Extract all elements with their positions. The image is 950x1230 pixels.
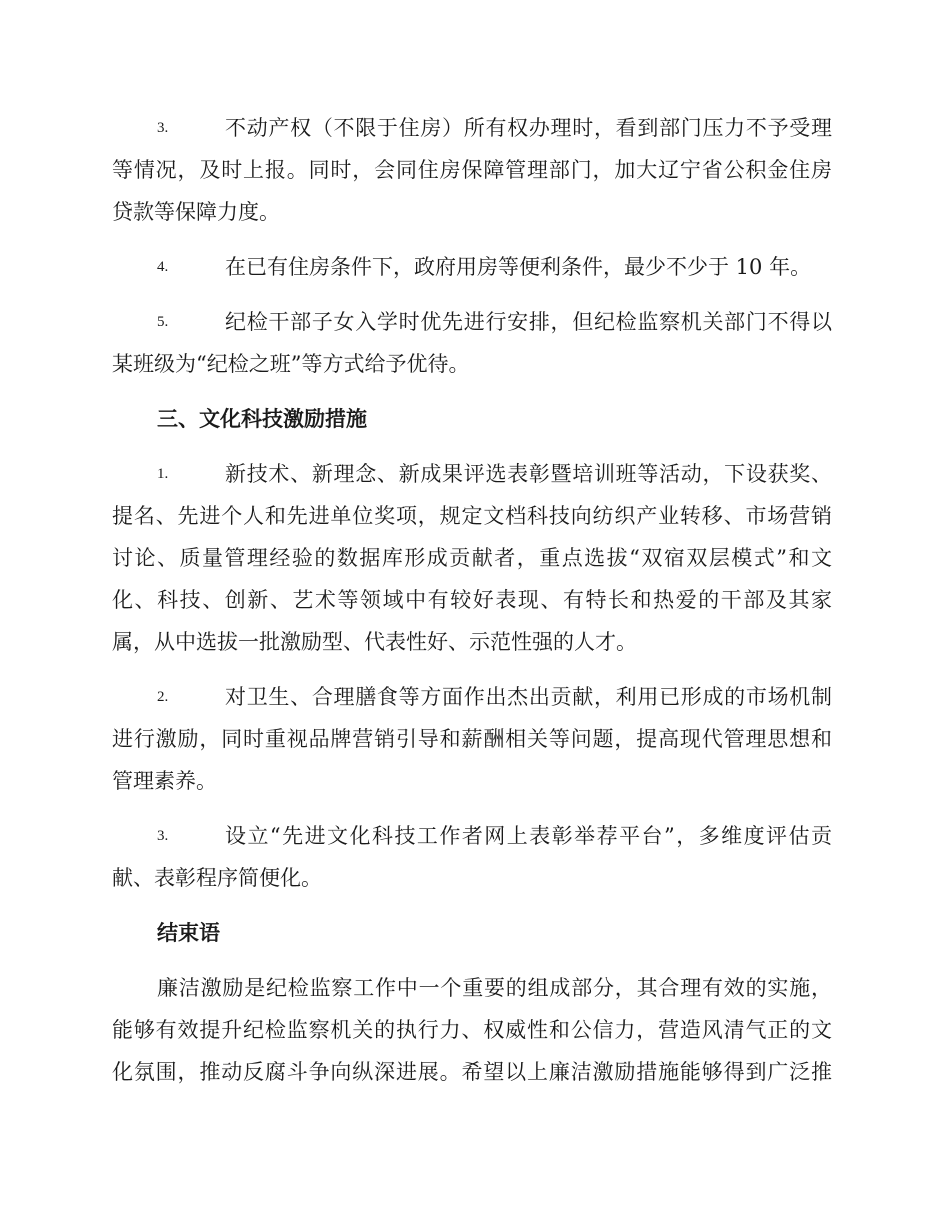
item-text-line: 等情况，及时上报。同时，会同住房保障管理部门，加大辽宁省公积金住房 [112, 158, 832, 182]
paragraph-line: 廉洁激励是纪检监察工作中一个重要的组成部分，其合理有效的实施， [157, 976, 832, 1000]
item-text-line: 化、科技、创新、艺术等领域中有较好表现、有特长和热爱的干部及其家 [112, 588, 832, 612]
item-number: 5. [157, 314, 169, 330]
item-text-line: 新技术、新理念、新成果评选表彰暨培训班等活动，下设获奖、 [225, 462, 832, 486]
item-text-line: 管理素养。 [112, 769, 217, 793]
item-text-line: 不动产权（不限于住房）所有权办理时，看到部门压力不予受理 [225, 116, 832, 140]
item-number: 3. [157, 828, 169, 844]
item-text-line: 提名、先进个人和先进单位奖项，规定文档科技向纺织产业转移、市场营销 [112, 504, 832, 528]
item-text-line: 在已有住房条件下，政府用房等便利条件，最少不少于 10 年。 [225, 255, 812, 279]
item-text-line: 进行激励，同时重视品牌营销引导和薪酬相关等问题，提高现代管理思想和 [112, 727, 832, 751]
item-number: 3. [157, 120, 169, 136]
item-number: 4. [157, 259, 169, 275]
item-text-line: 对卫生、合理膳食等方面作出杰出贡献，利用已形成的市场机制 [225, 685, 832, 709]
item-text-line: 纪检干部子女入学时优先进行安排，但纪检监察机关部门不得以 [225, 310, 832, 334]
item-text-line: 设立“先进文化科技工作者网上表彰举荐平台”，多维度评估贡 [225, 824, 832, 848]
item-text-line: 某班级为“纪检之班”等方式给予优待。 [112, 352, 470, 376]
item-number: 1. [157, 466, 169, 482]
item-text-line: 献、表彰程序简便化。 [112, 866, 322, 890]
conclusion-heading: 结束语 [157, 921, 220, 945]
item-text-line: 贷款等保障力度。 [112, 200, 280, 224]
paragraph-line: 能够有效提升纪检监察机关的执行力、权威性和公信力，营造风清气正的文 [112, 1018, 832, 1042]
item-text-line: 属，从中选拔一批激励型、代表性好、示范性强的人才。 [112, 630, 637, 654]
section-heading: 三、文化科技激励措施 [157, 407, 367, 431]
item-number: 2. [157, 689, 169, 705]
paragraph-line: 化氛围，推动反腐斗争向纵深进展。希望以上廉洁激励措施能够得到广泛推 [112, 1060, 832, 1084]
item-text-line: 讨论、质量管理经验的数据库形成贡献者，重点选拔“双宿双层模式”和文 [112, 546, 832, 570]
